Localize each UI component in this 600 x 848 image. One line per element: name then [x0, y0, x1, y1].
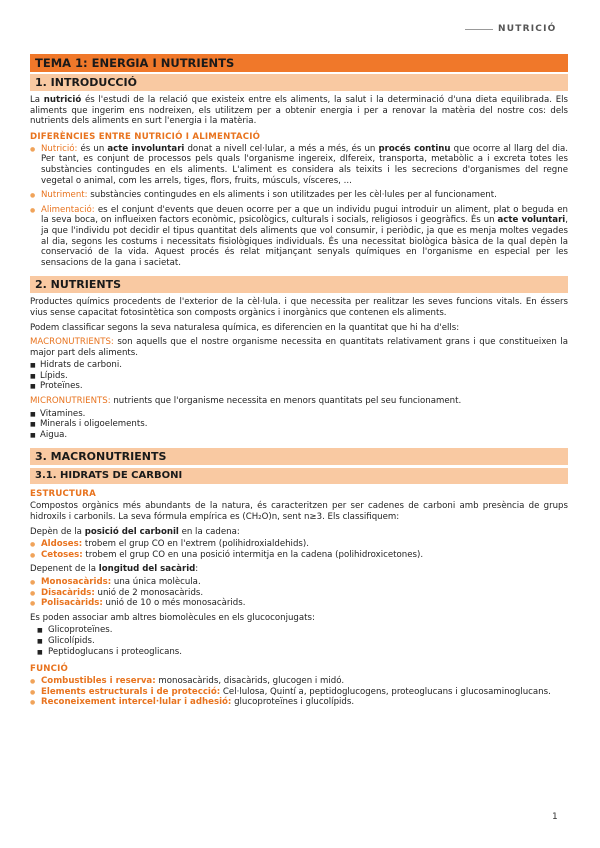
subsection-heading-hidrats: 3.1. HIDRATS DE CARBONI: [30, 468, 568, 484]
list-item: ● Combustibles i reserva: monosacàrids, disacàrids, glucogen i midó.: [30, 676, 568, 687]
section-heading-macronutrients: 3. MACRONUTRIENTS: [30, 448, 568, 465]
list-item: ● Nutrició: és un acte involuntari donat a nivell cel·lular, a més a més, és un procés continu que ocorre al llarg del dia. Per tant, es conjunt de processos pels quals l'organisme ingereix, dIfereix, transporta, metabòlic a i excreta totes les substàncies contingudes en els aliments. L'aliment es considera als teixits i les secrecions d'organismes del regne vegetal o animal, com les arrels, tiges, flors, fruits, músculs, vísceres, ...: [30, 144, 568, 186]
list-item: ■ Glicoproteïnes.: [30, 625, 568, 636]
estructura-paragraph: Compostos orgànics més abundants de la natura, és caracteritzen per ser cadenes de carboni amb presència de grups hidroxils i carbonils. La seva fórmula empírica es (CH₂O)n, sent n≥3. Els classifiquem:: [30, 501, 568, 523]
list-item: ■ Hidrats de carboni.: [30, 360, 568, 371]
posicio-carbonil-line: Depèn de la posició del carbonil en la cadena:: [30, 526, 240, 537]
carbonil-list: [30, 539, 568, 560]
list-item: ● Aldoses: trobem el grup CO en l'extrem (polihidroxialdehids).: [30, 539, 568, 550]
glucoconjugats-list: [30, 625, 568, 657]
macronutrients-list: [30, 360, 568, 392]
macronutrients-definition: MACRONUTRIENTS: son aquells que el nostre organisme necessita en quantitats relativament grans i que constitueixen la major part dels aliments.: [30, 337, 568, 358]
list-item: ● Disacàrids: unió de 2 monosacàrids.: [30, 588, 568, 599]
list-item: ■ Aigua.: [30, 430, 568, 441]
list-item: ■ Peptidoglucans i proteoglicans.: [30, 647, 568, 658]
list-item: ● Nutriment: substàncies contingudes en els aliments i son utilitzades per les cèl·lules per al funcionament.: [30, 190, 568, 201]
list-item: ● Reconeixement intercel·lular i adhesió: glucoproteïnes i glucolípids.: [30, 697, 568, 708]
list-item: ■ Proteïnes.: [30, 381, 568, 392]
term-nutricio: nutrició: [43, 95, 82, 105]
funcio-list: [30, 676, 568, 708]
section-heading-nutrients: 2. NUTRIENTS: [30, 276, 568, 293]
list-item: ■ Lípids.: [30, 371, 568, 382]
page-content: [30, 54, 568, 708]
list-item: ■ Minerals i oligoelements.: [30, 419, 568, 430]
header-rule: [465, 29, 493, 30]
sacarid-list: [30, 577, 568, 609]
chapter-title: TEMA 1: ENERGIA I NUTRIENTS: [30, 54, 568, 72]
page-number: 1: [552, 812, 558, 822]
nutrients-paragraph-1: Productes químics procedents de l'exterior de la cèl·lula. i que necessita per realitzar les seves funcions vitals. En éssers vius sense capacitat fotosintètica son composts orgànics i inorgànics que contenen els aliments.: [30, 297, 568, 318]
intro-paragraph: La nutrició és l'estudi de la relació que existeix entre els aliments, la salut i la determinació d'una dieta equilibrada. Els aliments que ingerim ens nodreixen, els utilitzem per a obtenir energia i per a renovar la matèria del nostre cos: dels nutrients dels aliments en surt l'energia i la matèria.: [30, 95, 568, 127]
estructura-subheading: ESTRUCTURA: [30, 489, 96, 500]
running-header: NUTRICIÓ: [498, 24, 557, 34]
micronutrients-definition: MICRONUTRIENTS: nutrients que l'organisme necessita en menors quantitats pel seu funcionament.: [30, 396, 462, 407]
glucoconjugats-line: Es poden associar amb altres biomolècules en els glucoconjugats:: [30, 612, 315, 623]
micronutrients-list: [30, 409, 568, 441]
list-item: ■ Glicolípids.: [30, 636, 568, 647]
definitions-list: [30, 144, 568, 269]
diff-subheading: DIFERÈNCIES ENTRE NUTRICIÓ I ALIMENTACIÓ: [30, 131, 261, 142]
list-item: ● Cetoses: trobem el grup CO en una posició intermitja en la cadena (polihidroxicetones).: [30, 550, 568, 561]
list-item: ■ Vitamines.: [30, 409, 568, 420]
list-item: ● Alimentació: es el conjunt d'events que deuen ocorre per a que un individu pugui introduir un aliment, plat o beguda en la seva boca, on influeixen factors econòmic, psicològics, culturals i socials, religiosos i geogràfics. És un acte voluntari, ja que l'individu pot decidir el tipus quantitat dels aliments que vol consumir, i periòdic, ja que es menja moltes vegades al dia, segons les costums i necessitats fisiològiques individuals. És una necessitat biològica bàsica de la qual depèn la conservació de la vida. Aquest procés és relat mitjançant senyals químiques en l'organisme en especial per les sensacions de la gana i sacietat.: [30, 205, 568, 269]
longitud-sacarid-line: Depenent de la longitud del sacàrid:: [30, 564, 199, 575]
list-item: ● Elements estructurals i de protecció: Cel·lulosa, Quintí a, peptidoglucogens, proteoglucans i glucosaminoglucans.: [30, 687, 568, 698]
nutrients-paragraph-2: Podem classificar segons la seva naturalesa química, es diferencien en la quantitat que hi ha d'ells:: [30, 322, 460, 333]
section-heading-introduccio: 1. INTRODUCCIÓ: [30, 74, 568, 91]
list-item: ● Polisacàrids: unió de 10 o més monosacàrids.: [30, 598, 568, 609]
funcio-subheading: FUNCIÓ: [30, 664, 69, 675]
list-item: ● Monosacàrids: una única molècula.: [30, 577, 568, 588]
